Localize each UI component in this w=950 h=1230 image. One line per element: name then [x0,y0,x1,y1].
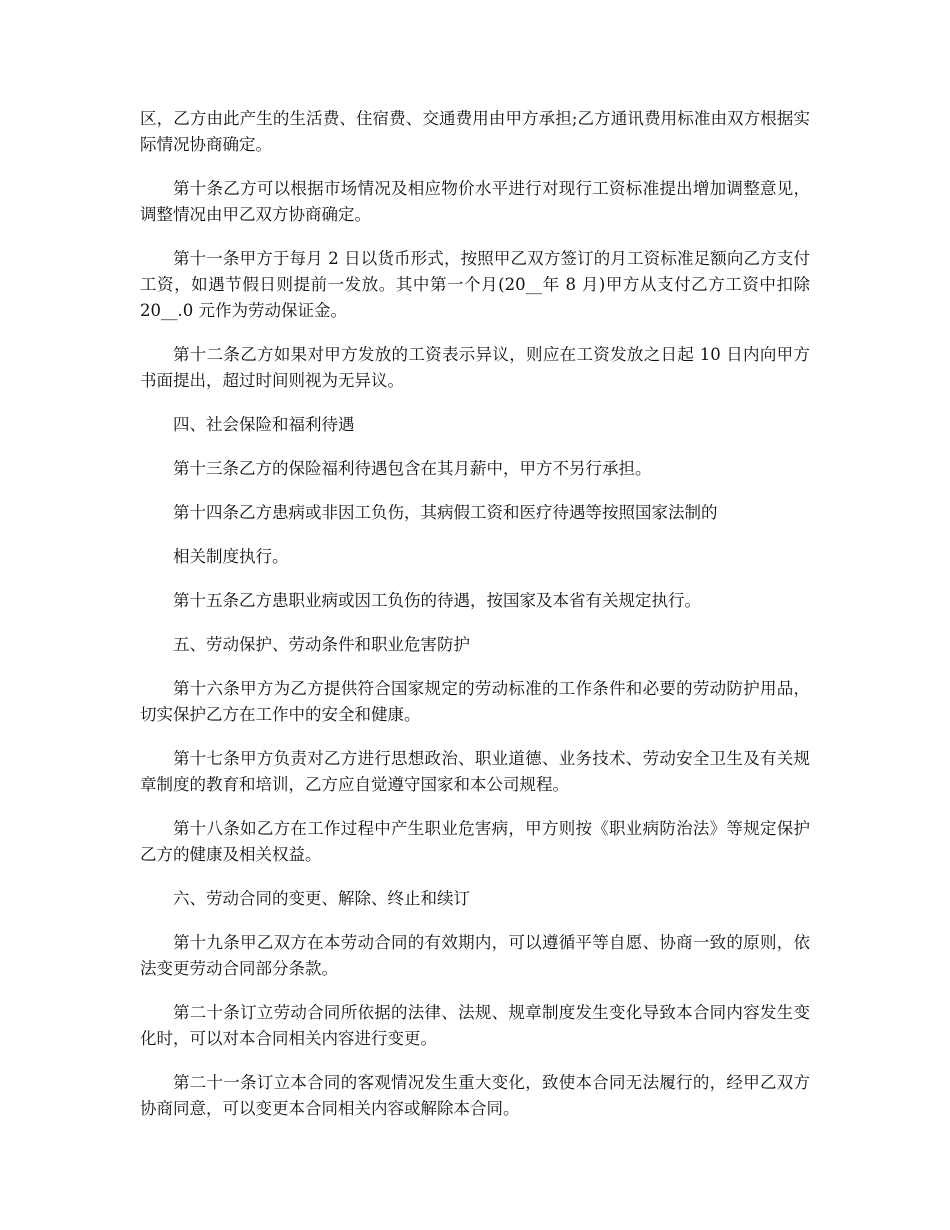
clause-10: 第十条乙方可以根据市场情况及相应物价水平进行对现行工资标准提出增加调整意见，调整情况由甲乙双方协商确定。 [140,179,810,224]
section-heading-labor-protection: 五、劳动保护、劳动条件和职业危害防护 [173,635,470,654]
clause-18: 第十八条如乙方在工作过程中产生职业危害病，甲方则按《职业病防治法》等规定保护乙方的健康及相关权益。 [140,819,810,864]
clause-13: 第十三条乙方的保险福利待遇包含在其月薪中，甲方不另行承担。 [173,459,652,478]
section-heading-contract-change: 六、劳动合同的变更、解除、终止和续订 [173,889,470,908]
clause-21: 第二十一条订立本合同的客观情况发生重大变化，致使本合同无法履行的，经甲乙双方协商同意，可以变更本合同相关内容或解除本合同。 [140,1073,810,1118]
clause-12: 第十二条乙方如果对甲方发放的工资表示异议，则应在工资发放之日起 10 日内向甲方书面提出，超过时间则视为无异议。 [140,345,810,390]
clause-15: 第十五条乙方患职业病或因工负伤的待遇，按国家及本省有关规定执行。 [173,591,701,610]
document-page [140,106,810,1140]
clause-19: 第十九条甲乙双方在本劳动合同的有效期内，可以遵循平等自愿、协商一致的原则，依法变更劳动合同部分条款。 [140,933,810,978]
clause-16: 第十六条甲方为乙方提供符合国家规定的劳动标准的工作条件和必要的劳动防护用品，切实保护乙方在工作中的安全和健康。 [140,679,810,724]
clause-17: 第十七条甲方负责对乙方进行思想政治、职业道德、业务技术、劳动安全卫生及有关规章制度的教育和培训，乙方应自觉遵守国家和本公司规程。 [140,749,810,794]
clause-14: 第十四条乙方患病或非因工负伤，其病假工资和医疗待遇等按照国家法制的 [173,503,718,522]
clause-11: 第十一条甲方于每月 2 日以货币形式，按照甲乙双方签订的月工资标准足额向乙方支付工资，如遇节假日则提前一发放。其中第一个月(20__年 8 月)甲方从支付乙方工资中扣除 20__.0 元作为劳动保证金。 [140,249,810,320]
paragraph-continuation: 区，乙方由此产生的生活费、住宿费、交通费用由甲方承担;乙方通讯费用标准由双方根据实际情况协商确定。 [140,109,810,154]
clause-20: 第二十条订立劳动合同所依据的法律、法规、规章制度发生变化导致本合同内容发生变化时，可以对本合同相关内容进行变更。 [140,1003,810,1048]
section-heading-social-insurance: 四、社会保险和福利待遇 [173,415,355,434]
clause-14-continuation: 相关制度执行。 [173,547,289,566]
